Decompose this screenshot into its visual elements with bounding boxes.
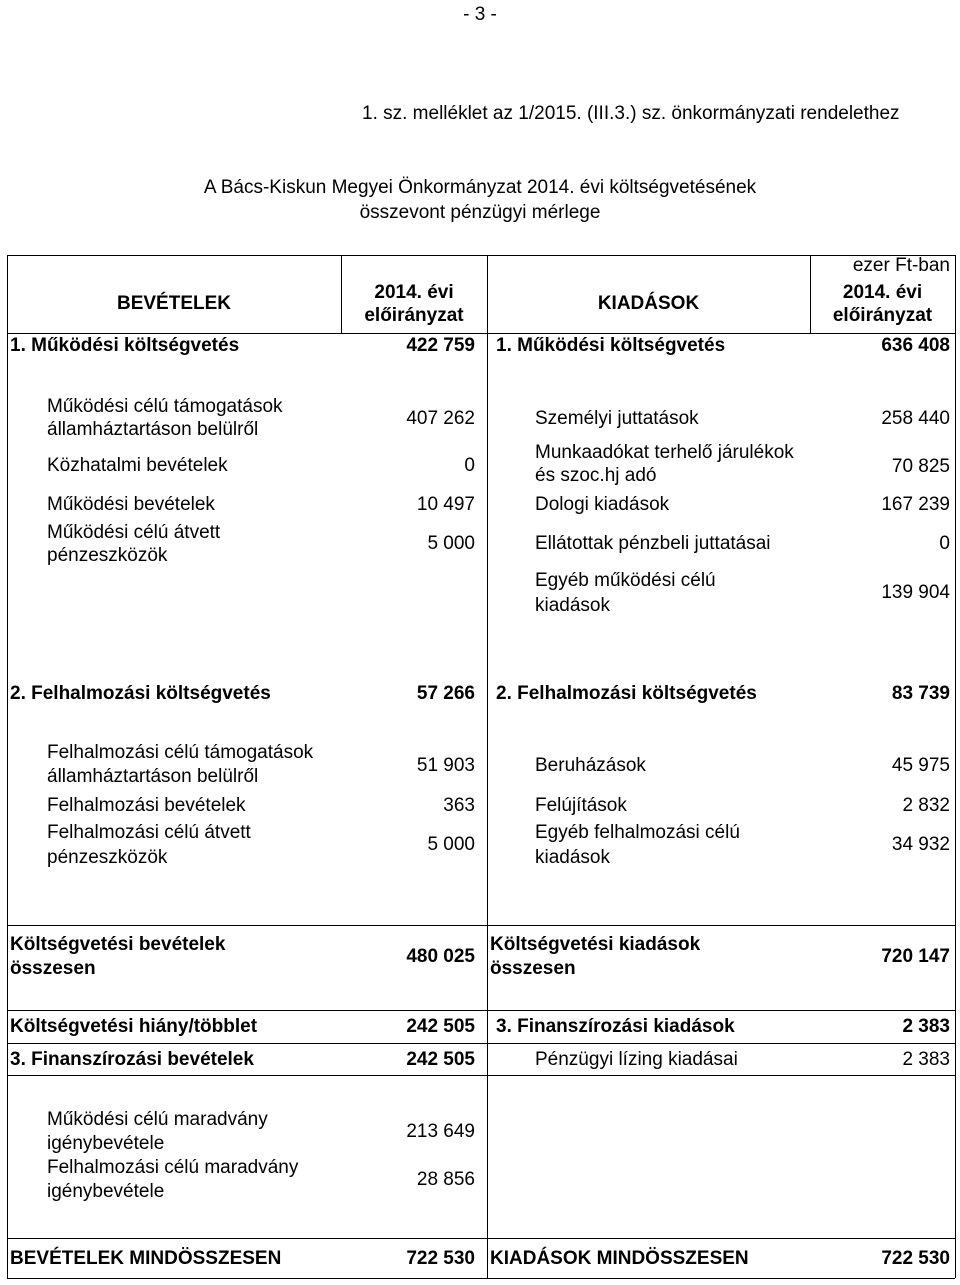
- fin-rev-label-1b: igénybevétele: [47, 1133, 165, 1154]
- revenue-header: BEVÉTELEK: [116, 293, 232, 314]
- op-exp-label-2a: Munkaadókat terhelő járulékok: [535, 442, 794, 463]
- op-exp-value-1: 258 440: [881, 408, 950, 429]
- budget-rev-total-label-1: Költségvetési bevételek: [10, 934, 226, 955]
- fin-rev-label-2a: Felhalmozási célú maradvány: [47, 1157, 299, 1178]
- fin-rev-label-2b: igénybevétele: [47, 1181, 165, 1202]
- cap-exp-value-1: 45 975: [891, 755, 950, 776]
- cap-rev-label-3b: pénzeszközök: [47, 847, 168, 868]
- cap-rev-label-2: Felhalmozási bevételek: [47, 795, 246, 816]
- cap-rev-label-3a: Felhalmozási célú átvett: [47, 822, 251, 843]
- cap-exp-value-2: 2 832: [902, 795, 950, 816]
- border-right: [955, 255, 956, 1278]
- cap-rev-value-3: 5 000: [427, 834, 475, 855]
- page-number: - 3 -: [463, 4, 497, 25]
- op-rev-label-4b: pénzeszközök: [47, 545, 168, 566]
- rev-year-header-1: 2014. évi: [374, 282, 454, 303]
- op-rev-label-2: Közhatalmi bevételek: [47, 455, 228, 476]
- budget-exp-total-label-2: összesen: [490, 958, 576, 979]
- table-border-bottom: [7, 1278, 955, 1279]
- expense-header: KIADÁSOK: [597, 293, 700, 314]
- op-exp-value-4: 0: [939, 533, 950, 554]
- exp-year-header-1: 2014. évi: [842, 282, 923, 303]
- op-rev-label-1b: államháztartáson belülről: [47, 419, 259, 440]
- financing-rev-total: 242 505: [406, 1049, 475, 1070]
- operating-rev-title: 1. Működési költségvetés: [10, 335, 240, 356]
- capital-rev-total: 57 266: [416, 683, 475, 704]
- grand-total-rev-value: 722 530: [406, 1248, 475, 1269]
- fin-rev-value-2: 28 856: [416, 1169, 475, 1190]
- fin-rev-value-1: 213 649: [406, 1121, 475, 1142]
- exp-year-header-2: előirányzat: [832, 305, 933, 326]
- financing-exp-item-label: Pénzügyi lízing kiadásai: [535, 1049, 738, 1070]
- balance-value: 242 505: [406, 1016, 475, 1037]
- cap-exp-value-3: 34 932: [891, 834, 950, 855]
- budget-rev-total-value: 480 025: [406, 946, 475, 967]
- budget-rev-total-label-2: összesen: [10, 958, 96, 979]
- budget-exp-total-label-1: Költségvetési kiadások: [490, 934, 701, 955]
- financing-exp-title: 3. Finanszírozási kiadások: [496, 1016, 735, 1037]
- operating-exp-title: 1. Működési költségvetés: [496, 335, 726, 356]
- op-exp-label-5a: Egyéb működési célú: [535, 570, 716, 591]
- op-exp-value-2: 70 825: [891, 456, 950, 477]
- operating-rev-total: 422 759: [406, 335, 475, 356]
- capital-bottom-rule: [7, 925, 955, 926]
- cap-rev-label-1a: Felhalmozási célú támogatások: [47, 742, 314, 763]
- op-rev-value-2: 0: [464, 455, 475, 476]
- cap-rev-value-1: 51 903: [416, 755, 475, 776]
- op-rev-label-1a: Működési célú támogatások: [47, 396, 283, 417]
- totals-divider-3: [7, 1075, 955, 1076]
- op-exp-value-3: 167 239: [881, 494, 950, 515]
- col-divider-middle: [487, 255, 488, 1278]
- op-exp-label-3: Dologi kiadások: [535, 494, 670, 515]
- budget-exp-total-value: 720 147: [881, 946, 950, 967]
- financing-rev-title: 3. Finanszírozási bevételek: [10, 1049, 254, 1070]
- annex-reference: 1. sz. melléklet az 1/2015. (III.3.) sz. önkormányzati rendelethez: [362, 103, 900, 124]
- op-rev-value-1: 407 262: [406, 408, 475, 429]
- op-exp-label-5b: kiadások: [535, 595, 610, 616]
- cap-exp-label-2: Felújítások: [535, 795, 627, 816]
- op-exp-label-1: Személyi juttatások: [535, 408, 699, 429]
- totals-divider-1: [7, 1010, 955, 1011]
- totals-divider-4: [7, 1238, 955, 1239]
- grand-total-exp-value: 722 530: [881, 1248, 950, 1269]
- unit-label: ezer Ft-ban: [852, 255, 950, 276]
- grand-total-rev-label: BEVÉTELEK MINDÖSSZESEN: [10, 1248, 282, 1269]
- op-exp-value-5: 139 904: [881, 582, 950, 603]
- financing-exp-total: 2 383: [902, 1016, 950, 1037]
- cap-exp-label-1: Beruházások: [535, 755, 646, 776]
- op-rev-value-3: 10 497: [416, 494, 475, 515]
- capital-exp-title: 2. Felhalmozási költségvetés: [496, 683, 757, 704]
- totals-divider-2: [7, 1043, 955, 1044]
- document-title-line2: összevont pénzügyi mérlege: [359, 202, 601, 223]
- op-exp-label-2b: és szoc.hj adó: [535, 465, 657, 486]
- border-left: [7, 255, 8, 1278]
- grand-total-exp-label: KIADÁSOK MINDÖSSZESEN: [490, 1248, 749, 1269]
- op-rev-value-4: 5 000: [427, 533, 475, 554]
- fin-rev-label-1a: Működési célú maradvány: [47, 1109, 268, 1130]
- cap-exp-label-3b: kiadások: [535, 847, 610, 868]
- cap-exp-label-3a: Egyéb felhalmozási célú: [535, 822, 740, 843]
- cap-rev-value-2: 363: [443, 795, 475, 816]
- financing-exp-item-value: 2 383: [902, 1049, 950, 1070]
- op-rev-label-4a: Működési célú átvett: [47, 522, 221, 543]
- op-rev-label-3: Működési bevételek: [47, 494, 215, 515]
- capital-rev-title: 2. Felhalmozási költségvetés: [10, 683, 271, 704]
- document-title-line1: A Bács-Kiskun Megyei Önkormányzat 2014. évi költségvetésének: [203, 177, 757, 198]
- capital-exp-total: 83 739: [891, 683, 950, 704]
- op-exp-label-4: Ellátottak pénzbeli juttatásai: [535, 533, 771, 554]
- balance-label: Költségvetési hiány/többlet: [10, 1016, 258, 1037]
- rev-year-header-2: előirányzat: [364, 305, 464, 326]
- operating-exp-total: 636 408: [881, 335, 950, 356]
- cap-rev-label-1b: államháztartáson belülről: [47, 766, 259, 787]
